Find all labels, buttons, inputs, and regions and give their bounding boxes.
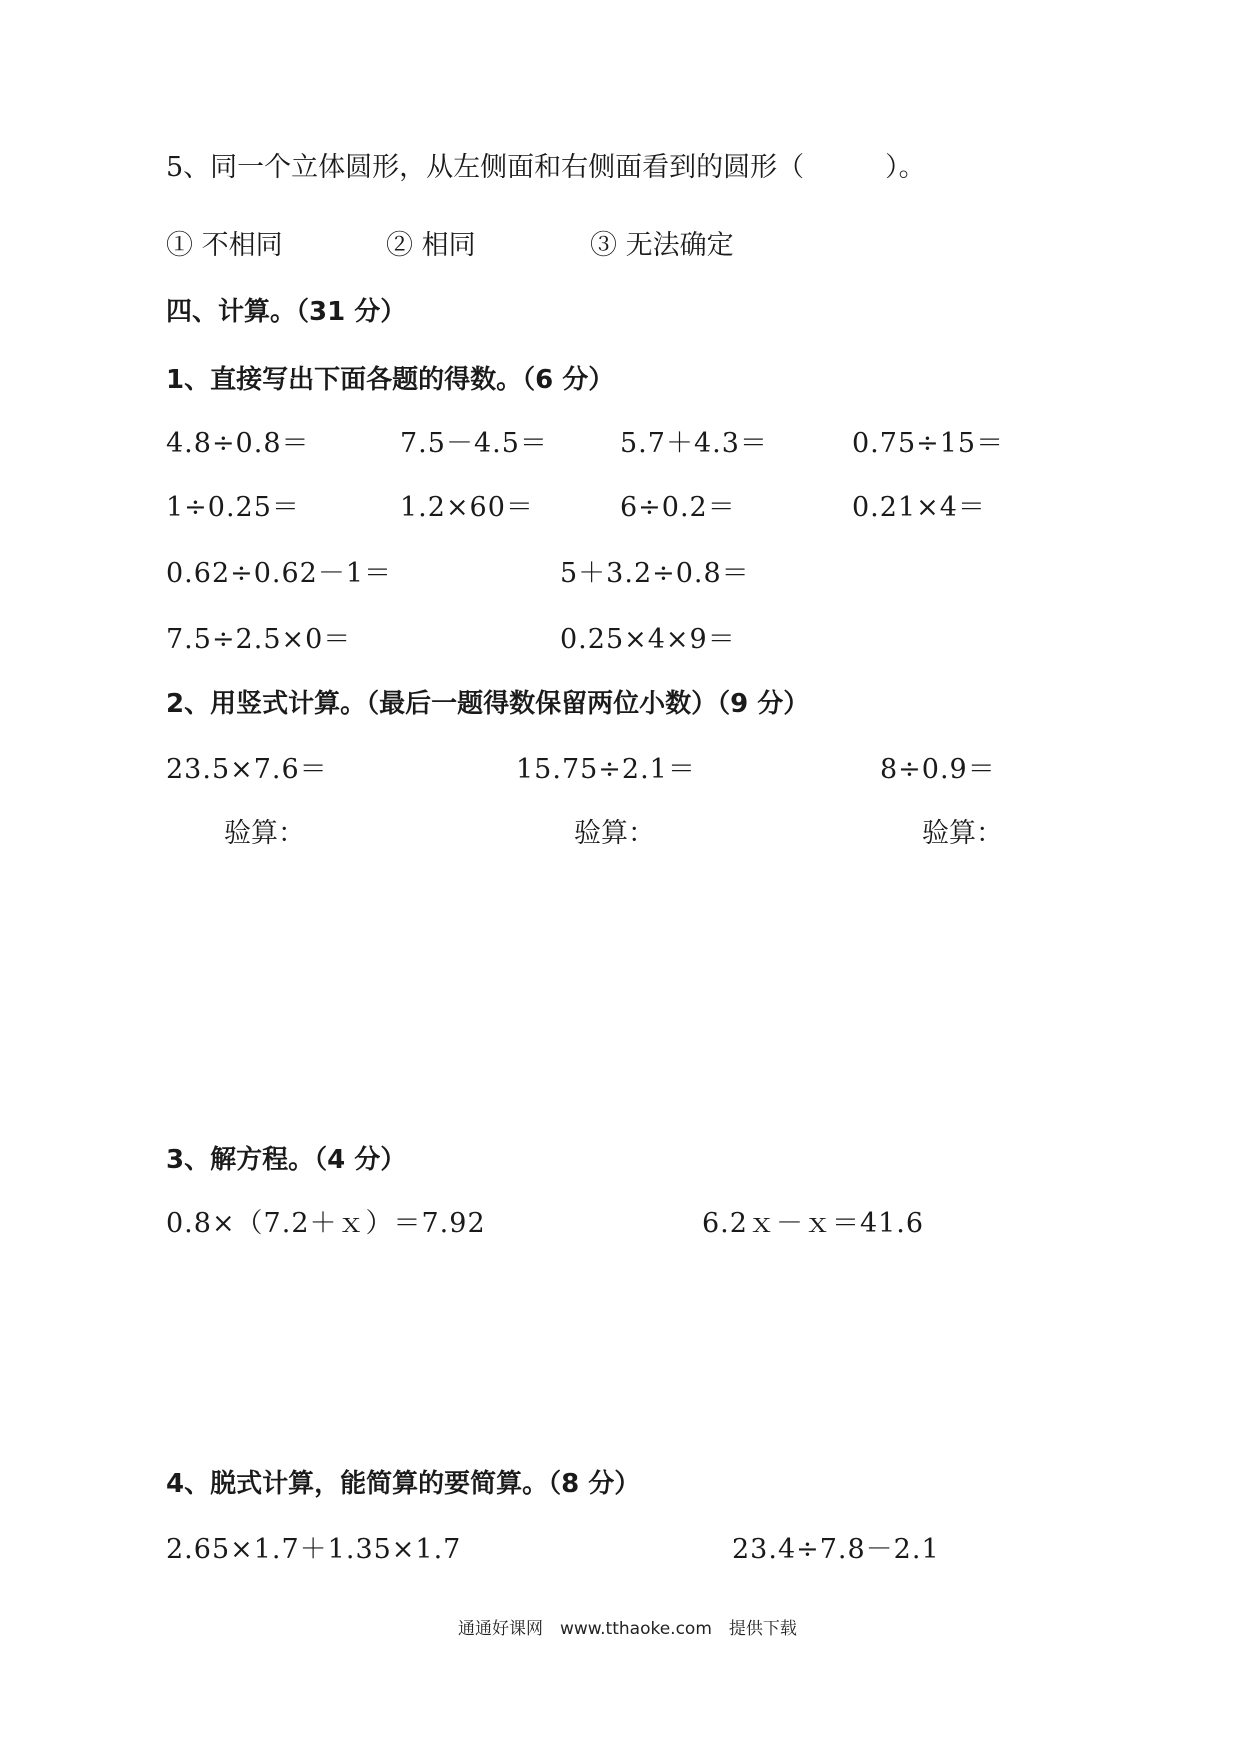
oral-calc-item: 0.75÷15＝ [852,428,1005,459]
stepwise-calc-problem: 2.65×1.7＋1.35×1.7 [166,1534,462,1565]
check-label: 验算： [224,818,305,849]
section-4-title: 四、计算。（31 分） [166,297,407,327]
q5-option-2: ② 相同 [386,230,476,261]
q5-option-3: ③ 无法确定 [590,230,734,261]
oral-calc-item: 1.2×60＝ [400,492,534,523]
oral-calc-item: 6÷0.2＝ [620,492,736,523]
part-1-title: 1、直接写出下面各题的得数。（6 分） [166,365,615,395]
question-5-text: 5、同一个立体圆形，从左侧面和右侧面看到的圆形（ ）。 [166,152,926,183]
oral-calc-item: 5＋3.2÷0.8＝ [560,558,750,589]
vertical-calc-problem: 15.75÷2.1＝ [516,754,696,785]
equation-problem: 6.2ｘ－ｘ＝41.6 [702,1208,925,1239]
equation-problem: 0.8×（7.2＋ｘ）＝7.92 [166,1208,486,1239]
oral-calc-item: 7.5－4.5＝ [400,428,548,459]
check-label: 验算： [922,818,1003,849]
oral-calc-item: 0.25×4×9＝ [560,624,736,655]
vertical-calc-problem: 23.5×7.6＝ [166,754,328,785]
oral-calc-item: 0.62÷0.62－1＝ [166,558,393,589]
q5-option-1: ① 不相同 [166,230,283,261]
oral-calc-item: 1÷0.25＝ [166,492,300,523]
oral-calc-item: 5.7＋4.3＝ [620,428,768,459]
part-3-title: 3、解方程。（4 分） [166,1145,407,1175]
stepwise-calc-problem: 23.4÷7.8－2.1 [732,1534,940,1565]
oral-calc-item: 4.8÷0.8＝ [166,428,310,459]
part-2-title: 2、用竖式计算。（最后一题得数保留两位小数）（9 分） [166,689,810,719]
oral-calc-item: 7.5÷2.5×0＝ [166,624,352,655]
footer-source-text: 通通好课网 www.tthaoke.com 提供下载 [458,1619,797,1639]
check-label: 验算： [574,818,655,849]
vertical-calc-problem: 8÷0.9＝ [880,754,996,785]
part-4-title: 4、脱式计算，能简算的要简算。（8 分） [166,1469,641,1499]
oral-calc-item: 0.21×4＝ [852,492,986,523]
